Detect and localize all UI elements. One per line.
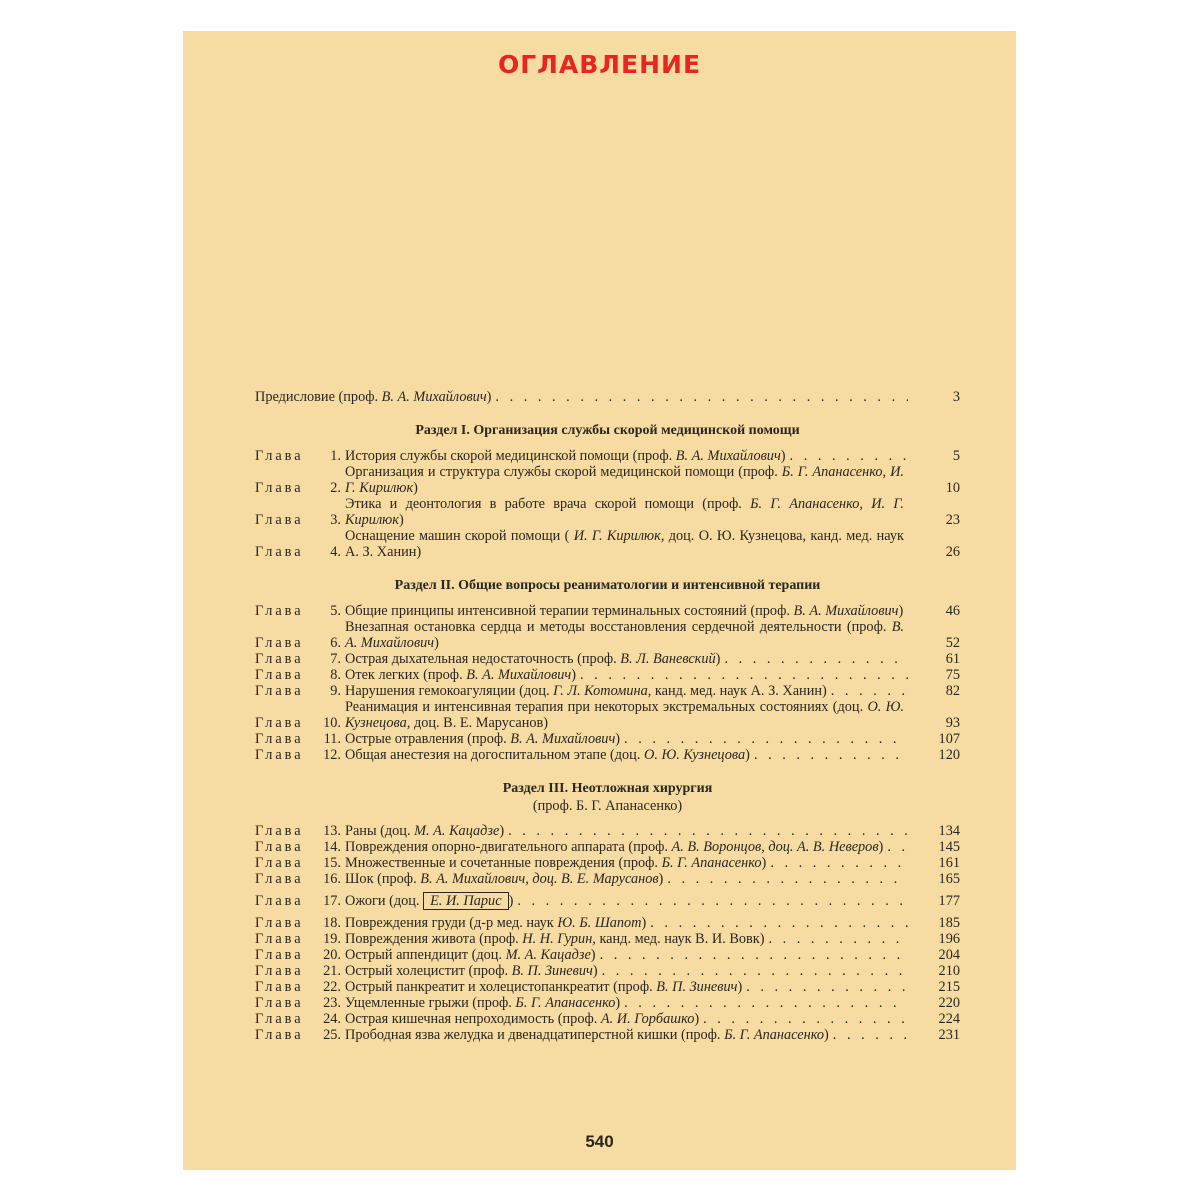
chapter-page: 231 bbox=[938, 1027, 960, 1043]
chapter-number: 21. bbox=[323, 963, 341, 979]
chapter-title: Организация и структура службы скорой медицинской помощи (проф. bbox=[345, 464, 778, 480]
chapter-page: 204 bbox=[938, 947, 960, 963]
chapter-title: Острые отравления (проф. bbox=[345, 731, 507, 747]
chapter-author: В. П. Зиневич bbox=[656, 979, 738, 995]
dot-leader bbox=[703, 1011, 908, 1027]
preface-author: В. А. Михайлович bbox=[381, 389, 487, 405]
chapter-number: 25. bbox=[323, 1027, 341, 1043]
chapter-number: 23. bbox=[323, 995, 341, 1011]
chapter-label: Глава bbox=[255, 871, 304, 887]
toc-entry bbox=[255, 619, 960, 651]
chapter-author: А. В. Воронцов, доц. А. В. Неверов bbox=[671, 839, 879, 855]
chapter-title: История службы скорой медицинской помощи (проф. bbox=[345, 448, 673, 464]
table-of-contents bbox=[255, 389, 960, 1061]
toc-entry bbox=[255, 731, 960, 747]
chapter-author-close: ) bbox=[615, 995, 621, 1011]
chapter-author-close: доц. О. Ю. Кузнецова, канд. мед. наук А. З. Ханин) bbox=[345, 528, 905, 560]
chapter-author-close: доц. В. Е. Марусанов) bbox=[413, 715, 549, 731]
chapter-label: Глава bbox=[255, 915, 304, 931]
chapter-label: Глава bbox=[255, 823, 304, 839]
chapter-author: В. А. Михайлович bbox=[466, 667, 572, 683]
chapter-label: Глава bbox=[255, 544, 304, 560]
chapter-label: Глава bbox=[255, 855, 304, 871]
chapter-number: 19. bbox=[323, 931, 341, 947]
chapter-label: Глава bbox=[255, 480, 304, 496]
chapter-title: Острый панкреатит и холецистопанкреатит (проф. bbox=[345, 979, 653, 995]
chapter-page: 161 bbox=[938, 855, 960, 871]
chapter-title: Оснащение машин скорой помощи ( bbox=[345, 528, 570, 544]
chapter-author-close: ) bbox=[641, 915, 647, 931]
toc-entry bbox=[255, 448, 960, 464]
chapter-author-close: ) bbox=[508, 893, 514, 909]
chapter-page: 5 bbox=[952, 448, 960, 464]
chapter-title: Отек легких (проф. bbox=[345, 667, 463, 683]
book-page bbox=[183, 31, 1016, 1170]
toc-entry bbox=[255, 603, 960, 619]
chapter-title: Ожоги (доц. bbox=[345, 893, 420, 909]
chapter-author: В. А. Михайлович bbox=[793, 603, 899, 619]
toc-entry bbox=[255, 699, 960, 731]
chapter-author-close: канд. мед. наук В. И. Вовк) bbox=[599, 931, 765, 947]
dot-leader bbox=[887, 839, 908, 855]
chapter-author: М. А. Кацадзе bbox=[505, 947, 591, 963]
chapter-title: Прободная язва желудка и двенадцатиперстной кишки (проф. bbox=[345, 1027, 721, 1043]
chapter-title: Острый аппендицит (доц. bbox=[345, 947, 502, 963]
chapter-author-close: ) bbox=[694, 1011, 700, 1027]
chapter-author-close: ) bbox=[658, 871, 664, 887]
chapter-number: 17. bbox=[323, 893, 341, 909]
toc-entry bbox=[255, 963, 960, 979]
chapter-author: В. А. Михайлович bbox=[675, 448, 781, 464]
chapter-author: В. А. Михайлович bbox=[345, 619, 904, 651]
chapter-number: 9. bbox=[330, 683, 341, 699]
dot-leader bbox=[624, 995, 908, 1011]
dot-leader bbox=[746, 979, 908, 995]
chapter-author: Б. Г. Апанасенко bbox=[515, 995, 616, 1011]
section-title: Раздел III. Неотложная хирургия bbox=[502, 781, 713, 796]
toc-sections bbox=[255, 423, 960, 1043]
chapter-page: 185 bbox=[938, 915, 960, 931]
toc-entry bbox=[255, 747, 960, 763]
toc-entry bbox=[255, 915, 960, 931]
dot-leader bbox=[667, 871, 908, 887]
preface-page: 3 bbox=[952, 389, 960, 405]
chapter-author: Б. Г. Апанасенко, И. Г. Кирилюк bbox=[345, 496, 905, 528]
chapter-author-close: ) bbox=[715, 651, 721, 667]
chapter-author: Г. Л. Котомина, bbox=[553, 683, 652, 699]
toc-entry bbox=[255, 839, 960, 855]
chapter-label: Глава bbox=[255, 715, 304, 731]
chapter-label: Глава bbox=[255, 893, 304, 909]
chapter-number: 7. bbox=[330, 651, 341, 667]
toc-entry bbox=[255, 995, 960, 1011]
toc-section bbox=[255, 781, 960, 1043]
toc-entry-preface bbox=[255, 389, 960, 405]
chapter-title: Раны (доц. bbox=[345, 823, 411, 839]
chapter-label: Глава bbox=[255, 512, 304, 528]
dot-leader bbox=[768, 931, 908, 947]
chapter-number: 16. bbox=[323, 871, 341, 887]
toc-entry bbox=[255, 651, 960, 667]
chapter-author-close: канд. мед. наук А. З. Ханин) bbox=[654, 683, 827, 699]
chapter-page: 224 bbox=[938, 1011, 960, 1027]
chapter-label: Глава bbox=[255, 947, 304, 963]
page-number: 540 bbox=[585, 1132, 614, 1151]
chapter-author-close: ) bbox=[398, 512, 404, 528]
chapter-page: 165 bbox=[938, 871, 960, 887]
chapter-author-close: ) bbox=[780, 448, 786, 464]
chapter-author-close: ) bbox=[878, 839, 884, 855]
chapter-author-close: ) bbox=[745, 747, 750, 763]
chapter-page: 107 bbox=[938, 731, 960, 747]
toc-entry bbox=[255, 947, 960, 963]
chapter-page: 82 bbox=[945, 683, 960, 699]
chapter-title: Ущемленные грыжи (проф. bbox=[345, 995, 512, 1011]
chapter-label: Глава bbox=[255, 963, 304, 979]
chapter-label: Глава bbox=[255, 731, 304, 747]
chapter-title: Общая анестезия на догоспитальном этапе (доц. bbox=[345, 747, 641, 763]
dot-leader bbox=[724, 651, 908, 667]
chapter-label: Глава bbox=[255, 603, 304, 619]
chapter-author: В. А. Михайлович bbox=[510, 731, 616, 747]
dot-leader bbox=[833, 1027, 908, 1043]
toc-entry bbox=[255, 893, 960, 909]
chapter-author-close: ) bbox=[737, 979, 743, 995]
chapter-author-close: ) bbox=[590, 947, 596, 963]
toc-entry bbox=[255, 464, 960, 496]
dot-leader bbox=[517, 893, 908, 909]
chapter-number: 8. bbox=[330, 667, 341, 683]
chapter-page: 177 bbox=[938, 893, 960, 909]
chapter-label: Глава bbox=[255, 635, 304, 651]
chapter-title: Острый холецистит (проф. bbox=[345, 963, 509, 979]
chapter-page: 93 bbox=[945, 715, 960, 731]
chapter-label: Глава bbox=[255, 1011, 304, 1027]
chapter-page: 145 bbox=[938, 839, 960, 855]
chapter-label: Глава bbox=[255, 839, 304, 855]
dot-leader bbox=[907, 603, 908, 619]
chapter-author: Ю. Б. Шапот bbox=[557, 915, 642, 931]
chapter-page: 61 bbox=[945, 651, 960, 667]
toc-entry bbox=[255, 855, 960, 871]
chapter-author: Б. Г. Апанасенко bbox=[724, 1027, 825, 1043]
chapter-number: 22. bbox=[323, 979, 341, 995]
chapter-author-close: ) bbox=[898, 603, 904, 619]
toc-entry bbox=[255, 931, 960, 947]
chapter-page: 220 bbox=[938, 995, 960, 1011]
toc-section bbox=[255, 578, 960, 763]
chapter-author: А. И. Горбашко bbox=[600, 1011, 695, 1027]
chapter-number: 11. bbox=[323, 731, 341, 747]
chapter-author: М. А. Кацадзе bbox=[414, 823, 500, 839]
chapter-page: 210 bbox=[938, 963, 960, 979]
chapter-number: 15. bbox=[323, 855, 341, 871]
chapter-author-close: ) bbox=[592, 963, 598, 979]
chapter-page: 26 bbox=[945, 544, 960, 560]
chapter-title: Повреждения живота (проф. bbox=[345, 931, 519, 947]
chapter-number: 4. bbox=[330, 544, 341, 560]
chapter-label: Глава bbox=[255, 448, 304, 464]
chapter-title: Внезапная остановка сердца и методы восстановления сердечной деятельности (проф. bbox=[345, 619, 887, 635]
chapter-number: 14. bbox=[323, 839, 341, 855]
toc-entry bbox=[255, 528, 960, 560]
chapter-page: 120 bbox=[938, 747, 960, 763]
preface-close: ) bbox=[486, 389, 492, 405]
section-title: Раздел II. Общие вопросы реаниматологии и интенсивной терапии bbox=[394, 578, 821, 593]
chapter-author: О. Ю. Кузнецова, bbox=[345, 699, 905, 731]
chapter-label: Глава bbox=[255, 979, 304, 995]
chapter-label: Глава bbox=[255, 667, 304, 683]
chapter-number: 24. bbox=[323, 1011, 341, 1027]
chapter-label: Глава bbox=[255, 651, 304, 667]
chapter-author: Е. И. Парис bbox=[423, 892, 508, 910]
chapter-title: Общие принципы интенсивной терапии терминальных состояний (проф. bbox=[345, 603, 790, 619]
chapter-number: 12. bbox=[323, 747, 341, 763]
chapter-title: Повреждения груди (д-р мед. наук bbox=[345, 915, 554, 931]
chapter-title: Шок (проф. bbox=[345, 871, 417, 887]
chapter-author-close: ) bbox=[434, 635, 439, 651]
chapter-author-close: ) bbox=[761, 855, 767, 871]
toc-entry bbox=[255, 496, 960, 528]
chapter-author-close: ) bbox=[499, 823, 505, 839]
chapter-label: Глава bbox=[255, 747, 304, 763]
chapter-title: Множественные и сочетанные повреждения (проф. bbox=[345, 855, 659, 871]
chapter-number: 2. bbox=[330, 480, 341, 496]
chapter-author: О. Ю. Кузнецова bbox=[644, 747, 746, 763]
chapter-author: В. А. Михайлович, доц. В. Е. Марусанов bbox=[420, 871, 659, 887]
chapter-number: 6. bbox=[330, 635, 341, 651]
chapter-label: Глава bbox=[255, 995, 304, 1011]
dot-leader bbox=[790, 448, 908, 464]
chapter-author: В. П. Зиневич bbox=[511, 963, 593, 979]
chapter-author-close: ) bbox=[824, 1027, 829, 1043]
chapter-author: В. Л. Ваневский bbox=[620, 651, 716, 667]
dot-leader bbox=[624, 731, 908, 747]
chapter-label: Глава bbox=[255, 931, 304, 947]
chapter-number: 5. bbox=[330, 603, 341, 619]
dot-leader bbox=[600, 947, 908, 963]
chapter-page: 52 bbox=[945, 635, 960, 651]
chapter-number: 13. bbox=[323, 823, 341, 839]
chapter-author-close: ) bbox=[413, 480, 418, 496]
chapter-label: Глава bbox=[255, 1027, 304, 1043]
toc-section bbox=[255, 423, 960, 560]
chapter-author: Б. Г. Апанасенко bbox=[661, 855, 762, 871]
chapter-number: 10. bbox=[323, 715, 341, 731]
chapter-title: Этика и деонтология в работе врача скорой помощи (проф. bbox=[345, 496, 742, 512]
toc-entry bbox=[255, 979, 960, 995]
page-title: ОГЛАВЛЕНИЕ bbox=[497, 50, 702, 79]
toc-entry bbox=[255, 1027, 960, 1043]
dot-leader bbox=[754, 747, 908, 763]
chapter-page: 23 bbox=[945, 512, 960, 528]
preface-text: Предисловие (проф. bbox=[255, 389, 379, 405]
chapter-number: 20. bbox=[323, 947, 341, 963]
chapter-author: И. Г. Кирилюк, bbox=[573, 528, 665, 544]
toc-entry bbox=[255, 823, 960, 839]
section-subtitle: (проф. Б. Г. Апанасенко) bbox=[532, 798, 683, 814]
chapter-author-close: ) bbox=[571, 667, 577, 683]
chapter-number: 18. bbox=[323, 915, 341, 931]
chapter-title: Реанимация и интенсивная терапия при некоторых экстремальных состояниях (доц. bbox=[345, 699, 864, 715]
chapter-title: Острая дыхательная недостаточность (проф. bbox=[345, 651, 617, 667]
chapter-number: 1. bbox=[330, 448, 341, 464]
chapter-author: Б. Г. Апанасенко, И. Г. Кирилюк bbox=[345, 464, 904, 496]
chapter-page: 46 bbox=[945, 603, 960, 619]
chapter-number: 3. bbox=[330, 512, 341, 528]
chapter-author-close: ) bbox=[615, 731, 621, 747]
dot-leader bbox=[495, 389, 908, 405]
toc-entry bbox=[255, 1011, 960, 1027]
dot-leader bbox=[508, 823, 908, 839]
dot-leader bbox=[831, 683, 908, 699]
chapter-page: 196 bbox=[938, 931, 960, 947]
chapter-label: Глава bbox=[255, 683, 304, 699]
dot-leader bbox=[770, 855, 908, 871]
section-title: Раздел I. Организация службы скорой медицинской помощи bbox=[415, 423, 800, 438]
toc-entry bbox=[255, 871, 960, 887]
toc-entry bbox=[255, 667, 960, 683]
chapter-title: Нарушения гемокоагуляции (доц. bbox=[345, 683, 550, 699]
chapter-page: 215 bbox=[938, 979, 960, 995]
chapter-page: 134 bbox=[938, 823, 960, 839]
chapter-title: Повреждения опорно-двигательного аппарата (проф. bbox=[345, 839, 668, 855]
dot-leader bbox=[650, 915, 908, 931]
dot-leader bbox=[602, 963, 908, 979]
dot-leader bbox=[580, 667, 908, 683]
chapter-page: 10 bbox=[945, 480, 960, 496]
chapter-title: Острая кишечная непроходимость (проф. bbox=[345, 1011, 598, 1027]
toc-entry bbox=[255, 683, 960, 699]
chapter-author: Н. Н. Гурин, bbox=[522, 931, 596, 947]
chapter-page: 75 bbox=[945, 667, 960, 683]
